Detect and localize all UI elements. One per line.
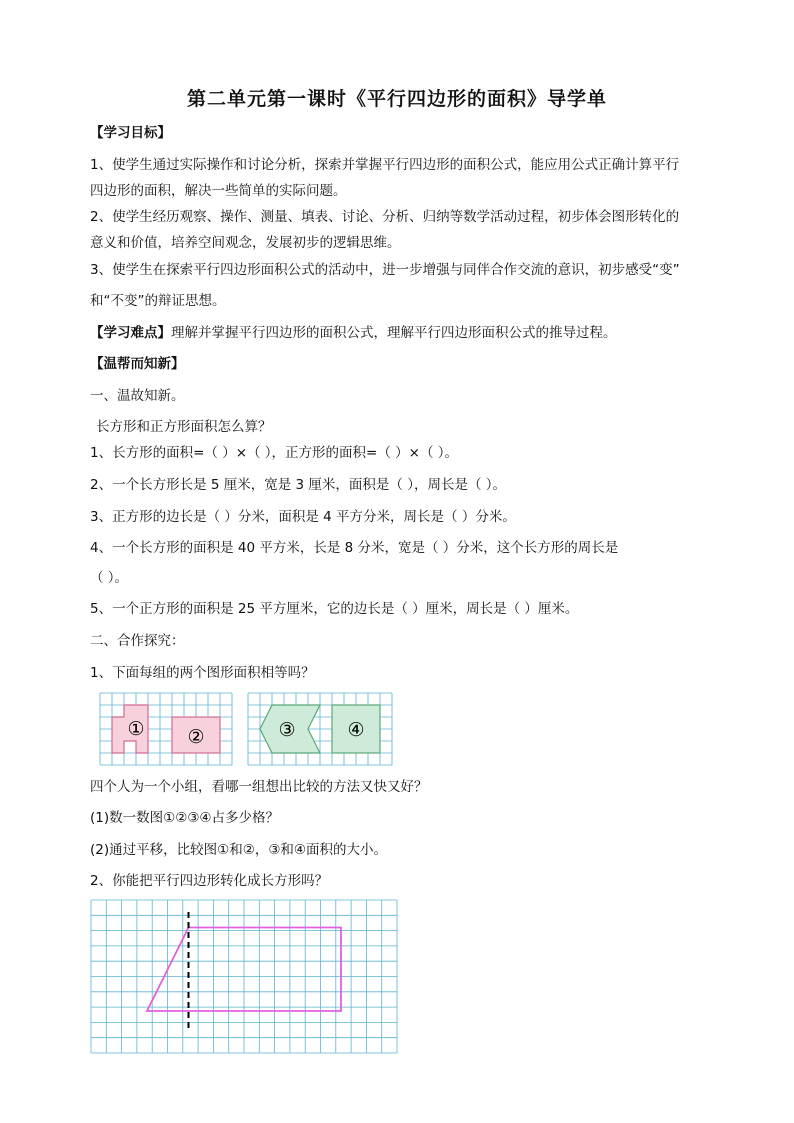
review-question: 长方形和正方形面积怎么算？ (96, 419, 272, 435)
grid-figure-1 (100, 693, 232, 765)
review-q2: 2、一个长方形长是 5 厘米，宽是 3 厘米，面积是（ ），周长是（ ）。 (90, 477, 507, 493)
group-prompt: 四个人为一个小组，看哪一组想出比较的方法又快又好？ (90, 779, 428, 795)
review-q5: 5、一个正方形的面积是 25 平方厘米，它的边长是（ ）厘米，周长是（ ）厘米。 (90, 601, 579, 617)
review-q3: 3、正方形的边长是（ ）分米，面积是 4 平方分米，周长是（ ）分米。 (90, 509, 516, 525)
page-title: 第二单元第一课时《平行四边形的面积》导学单 (186, 88, 607, 110)
review-section-title: 一、温故知新。 (90, 388, 185, 404)
review-q4-line-1: 4、一个长方形的面积是 40 平方米，长是 8 分米，宽是（ ）分米，这个长方形的周长是 (90, 540, 619, 556)
explore-q2: 2、你能把平行四边形转化成长方形吗？ (90, 873, 329, 889)
goal-3-line-2: 和“不变”的辩证思想。 (90, 293, 226, 309)
goal-2-line-2: 意义和价值，培养空间观念，发展初步的逻辑思维。 (90, 235, 401, 251)
difficulty-line (90, 323, 617, 343)
grid-figure-2 (248, 693, 392, 765)
review-q4-line-2: （ ）。 (90, 570, 129, 586)
goals-heading: 【学习目标】 (90, 125, 171, 141)
review-heading: 【温帮而知新】 (90, 356, 185, 372)
shape-3-label: ③ (278, 719, 296, 741)
shape-1-label: ① (127, 718, 145, 740)
parallelogram-figure (91, 900, 397, 1053)
difficulty-text: 理解并掌握平行四边形的面积公式，理解平行四边形面积公式的推导过程。 (171, 325, 617, 341)
goal-3-line-1: 3、使学生在探索平行四边形面积公式的活动中，进一步增强与同伴合作交流的意识，初步感受“变” (90, 262, 680, 278)
difficulty-heading: 【学习难点】 (90, 325, 171, 341)
explore-q1: 1、下面每组的两个图形面积相等吗？ (90, 665, 315, 681)
goal-1-line-2: 四边形的面积，解决一些简单的实际问题。 (90, 183, 347, 199)
shape-4-label: ④ (347, 719, 365, 741)
grid-lines-3 (91, 900, 397, 1053)
step-2: (2)通过平移，比较图①和②，③和④面积的大小。 (90, 842, 388, 858)
explore-section-title: 二、合作探究： (90, 633, 185, 649)
goal-1-line-1: 1、使学生通过实际操作和讨论分析，探索并掌握平行四边形的面积公式，能应用公式正确计算平行 (90, 157, 680, 173)
goal-2-line-1: 2、使学生经历观察、操作、测量、填表、讨论、分析、归纳等数学活动过程，初步体会图形转化的 (90, 209, 680, 225)
step-1: (1)数一数图①②③④占多少格？ (90, 810, 280, 826)
shape-2-label: ② (187, 726, 205, 748)
review-q1: 1、长方形的面积=（ ）×（ ），正方形的面积=（ ）×（ ）。 (90, 445, 458, 461)
